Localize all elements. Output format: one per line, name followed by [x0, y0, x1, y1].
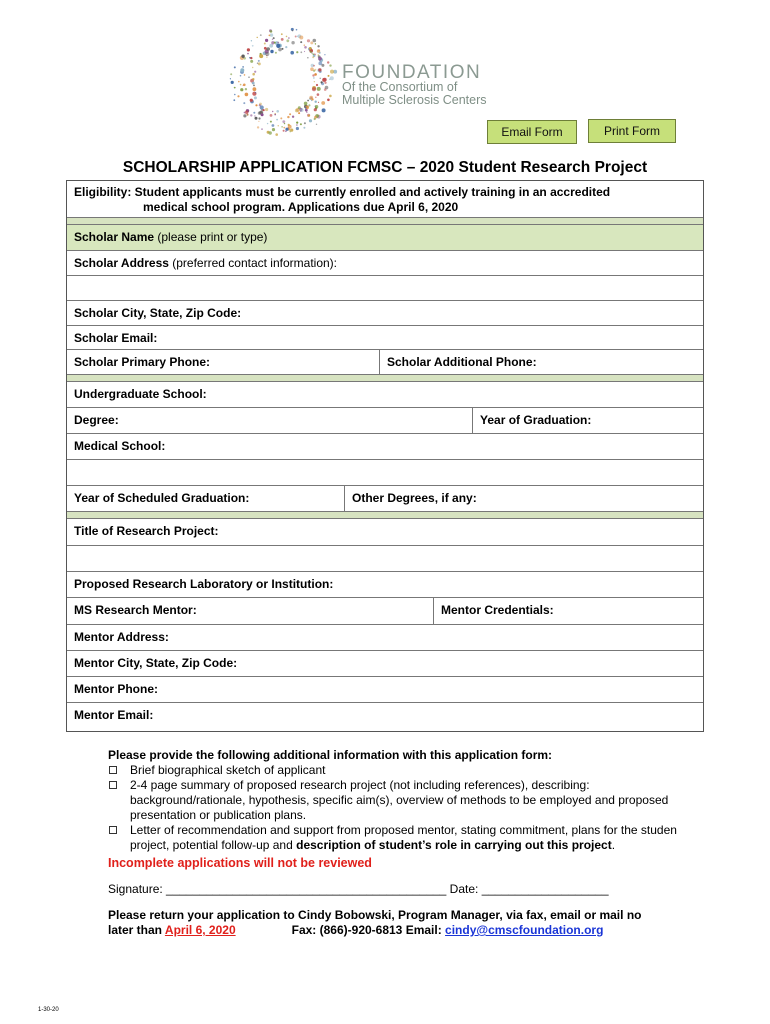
scholar-name-label: Scholar Name: [74, 230, 155, 244]
logo-dot: [272, 128, 275, 131]
logo-dot: [324, 88, 327, 91]
logo-dot: [285, 128, 288, 131]
logo-dot: [274, 114, 276, 116]
logo-dot: [290, 51, 294, 55]
logo-dot: [258, 112, 261, 115]
research-title-line-2[interactable]: [67, 546, 703, 572]
logo-dot: [304, 46, 307, 49]
logo-dot: [274, 42, 276, 44]
logo-dot: [315, 97, 317, 99]
scholar-address-label: Scholar Address: [74, 256, 169, 270]
logo-dot: [275, 52, 277, 54]
mentor-credentials-field[interactable]: [433, 598, 703, 624]
logo-dot: [282, 120, 285, 123]
logo-dot: [253, 87, 257, 91]
medical-school-line-2[interactable]: [67, 460, 703, 486]
section-divider: [67, 512, 703, 519]
other-degrees-field[interactable]: [344, 486, 703, 511]
logo-dot: [284, 123, 285, 124]
foundation-logo: [228, 26, 488, 138]
revision-date: 1-30-20: [38, 1007, 59, 1013]
requirement-item-3: [108, 823, 718, 853]
scholar-phone-field[interactable]: [67, 350, 379, 374]
logo-dot: [321, 64, 324, 67]
logo-dot: [304, 122, 306, 124]
mentor-email-field[interactable]: [67, 703, 703, 731]
logo-dot: [318, 102, 319, 103]
logo-dot: [261, 113, 264, 116]
due-date: April 6, 2020: [164, 923, 236, 937]
logo-dot: [250, 60, 253, 63]
logo-dot: [276, 44, 280, 48]
logo-dot: [231, 81, 234, 84]
logo-dot: [327, 99, 330, 102]
logo-dot: [234, 94, 236, 96]
logo-dot: [240, 75, 242, 77]
logo-dot: [240, 84, 242, 86]
logo-line-3: Multiple Sclerosis Centers: [342, 93, 487, 107]
logo-dot: [296, 124, 298, 126]
logo-dot: [254, 71, 256, 73]
degree-row: [67, 408, 703, 434]
logo-line-2: Of the Consortium of: [342, 80, 458, 94]
scholar-address-note: (preferred contact information):: [168, 256, 337, 270]
logo-dot: [243, 114, 246, 117]
logo-dot: [245, 93, 249, 97]
logo-dot: [240, 68, 244, 72]
logo-dot: [270, 50, 273, 53]
logo-dot: [252, 73, 255, 76]
logo-dot: [245, 111, 249, 115]
scholar-city-field[interactable]: [67, 301, 703, 326]
logo-dot: [291, 41, 294, 44]
logo-dot: [322, 108, 326, 112]
logo-dot: [330, 76, 334, 80]
logo-dot: [281, 38, 284, 41]
logo-dot: [316, 84, 318, 86]
logo-dot: [259, 54, 263, 58]
requirements-section: [108, 748, 718, 871]
logo-dot: [257, 126, 259, 128]
logo-dot: [300, 51, 302, 53]
logo-dot: [308, 115, 310, 117]
logo-dot: [277, 42, 279, 44]
logo-dot: [318, 68, 321, 71]
logo-dot: [269, 44, 273, 48]
logo-dot: [247, 48, 250, 51]
undergrad-school-label: Undergraduate School:: [74, 387, 207, 401]
logo-dot: [285, 131, 287, 133]
mentor-city-label: Mentor City, State, Zip Code:: [74, 656, 238, 670]
logo-text: [342, 62, 487, 107]
logo-dot: [286, 36, 288, 38]
logo-dot: [314, 69, 316, 71]
logo-dot: [307, 100, 309, 102]
logo-dot: [307, 39, 310, 42]
requirement-item-2: [108, 778, 718, 823]
dot-ring-logo-icon: [228, 26, 340, 138]
logo-dot: [295, 109, 299, 113]
requirements-heading: Please provide the following additional information with this application form:: [108, 748, 553, 762]
requirement-2-line-2: background/rationale, hypothesis, specific aim(s), overview of methods to be employed and proposed: [130, 793, 669, 807]
scholar-name-field[interactable]: [67, 225, 703, 251]
checkbox-icon: [109, 781, 117, 789]
logo-dot: [260, 105, 264, 109]
fax-label: Fax: (866)-920-6813 Email:: [291, 923, 446, 937]
eligibility-note: [67, 181, 703, 218]
logo-dot: [316, 124, 317, 125]
scholar-additional-phone-field[interactable]: [379, 350, 703, 374]
logo-dot: [270, 33, 273, 36]
requirement-3-line-2: project, potential follow-up and: [130, 838, 297, 852]
research-lab-label: Proposed Research Laboratory or Institution:: [74, 577, 334, 591]
requirement-item-1: [108, 763, 718, 778]
eligibility-line-1: Eligibility: Student applicants must be currently enrolled and actively training in an accredited: [74, 185, 611, 199]
year-scheduled-graduation-field[interactable]: [67, 486, 344, 511]
print-form-button[interactable]: Print Form: [588, 119, 676, 143]
logo-dot: [260, 34, 262, 36]
logo-dot: [313, 77, 314, 78]
logo-dot: [230, 78, 231, 79]
logo-dot: [266, 47, 270, 51]
logo-dot: [286, 39, 289, 42]
scholar-additional-phone-label: Scholar Additional Phone:: [387, 355, 537, 369]
degree-label: Degree:: [74, 413, 119, 427]
logo-dot: [324, 82, 326, 84]
logo-dot: [314, 73, 317, 76]
requirement-2-line-3: presentation or publication plans.: [130, 808, 307, 822]
logo-dot: [257, 63, 258, 64]
logo-dot: [317, 45, 319, 47]
logo-dot: [296, 51, 298, 53]
logo-dot: [241, 55, 244, 58]
research-lab-field[interactable]: [67, 572, 703, 598]
page-title: SCHOLARSHIP APPLICATION FCMSC – 2020 Student Research Project: [122, 159, 648, 176]
logo-dot: [249, 57, 251, 59]
logo-dot: [252, 78, 254, 80]
requirement-3-emphasis: description of student’s role in carrying out this project: [296, 838, 612, 852]
logo-dot: [253, 85, 255, 87]
logo-dot: [275, 133, 278, 136]
logo-dot: [254, 96, 257, 99]
logo-dot: [248, 76, 250, 78]
logo-dot: [281, 33, 283, 35]
logo-dot: [324, 54, 325, 55]
return-instructions: [108, 908, 641, 938]
logo-dot: [244, 112, 246, 114]
requirement-3-line-1: Letter of recommendation and support from proposed mentor, stating commitment, plans for the studen: [130, 823, 677, 837]
logo-dot: [296, 29, 298, 31]
signature-line[interactable]: Signature: __________________________________________ Date: ___________________: [108, 882, 609, 896]
logo-dot: [304, 51, 305, 52]
logo-dot: [257, 37, 258, 38]
logo-dot: [242, 66, 244, 68]
return-later-than: later than: [108, 923, 165, 937]
logo-dot: [272, 111, 273, 112]
logo-dot: [310, 51, 312, 53]
logo-dot: [258, 117, 260, 119]
logo-dot: [329, 95, 332, 98]
logo-dot: [255, 92, 256, 93]
logo-dot: [300, 41, 302, 43]
medical-school-label: Medical School:: [74, 439, 166, 453]
logo-dot: [313, 39, 317, 43]
logo-dot: [308, 104, 310, 106]
logo-dot: [288, 125, 292, 129]
logo-dot: [292, 30, 293, 31]
email-link[interactable]: cindy@cmscfoundation.org: [445, 923, 604, 937]
logo-dot: [311, 64, 314, 67]
logo-dot: [317, 49, 320, 52]
logo-dot: [247, 53, 249, 55]
logo-dot: [264, 47, 267, 50]
section-divider: [67, 218, 703, 225]
logo-dot: [317, 93, 320, 96]
logo-dot: [306, 111, 308, 113]
logo-dot: [267, 123, 268, 124]
scholar-phone-row: [67, 350, 703, 375]
scholar-city-label: Scholar City, State, Zip Code:: [74, 306, 242, 320]
logo-dot: [234, 66, 236, 68]
logo-dot: [252, 67, 253, 68]
scholar-address-line-2[interactable]: [67, 276, 703, 301]
other-degrees-label: Other Degrees, if any:: [352, 491, 477, 505]
logo-dot: [311, 100, 312, 101]
logo-dot: [296, 127, 299, 130]
requirement-1-text: Brief biographical sketch of applicant: [130, 763, 326, 777]
logo-dot: [233, 99, 235, 101]
checkbox-icon: [109, 826, 117, 834]
scholar-email-field[interactable]: [67, 326, 703, 350]
logo-dot: [289, 113, 291, 115]
logo-dot: [314, 108, 317, 111]
logo-dot: [310, 67, 314, 71]
logo-dot: [281, 126, 283, 128]
application-form-table: [66, 180, 704, 732]
logo-dot: [252, 45, 254, 47]
logo-dot: [265, 108, 268, 111]
scholar-name-note: (please print or type): [154, 230, 268, 244]
logo-dot: [309, 47, 312, 50]
logo-dot: [251, 40, 252, 41]
logo-dot: [307, 57, 308, 58]
logo-dot: [321, 81, 323, 83]
logo-dot: [252, 92, 256, 96]
logo-dot: [299, 36, 303, 40]
ms-mentor-label: MS Research Mentor:: [74, 603, 197, 617]
logo-dot: [245, 88, 247, 90]
logo-dot: [244, 74, 246, 76]
logo-dot: [314, 81, 315, 82]
logo-dot: [296, 122, 298, 124]
logo-dot: [288, 37, 290, 39]
logo-dot: [292, 116, 294, 118]
logo-dot: [312, 56, 314, 58]
logo-dot: [258, 121, 259, 122]
logo-dot: [255, 117, 258, 120]
mentor-address-field[interactable]: [67, 625, 703, 651]
undergrad-school-field[interactable]: [67, 382, 703, 408]
logo-dot: [278, 48, 282, 52]
logo-dot: [265, 39, 268, 42]
section-divider: [67, 375, 703, 382]
scholar-phone-label: Scholar Primary Phone:: [74, 355, 211, 369]
logo-dot: [305, 107, 307, 109]
logo-dot: [304, 102, 308, 106]
graduation-row: [67, 486, 703, 512]
logo-dot: [240, 88, 243, 91]
logo-dot: [238, 81, 240, 83]
requirement-2-line-1: 2-4 page summary of proposed research project (not including references), describing:: [130, 778, 590, 792]
logo-dot: [309, 96, 313, 100]
logo-dot: [269, 131, 272, 134]
logo-dot: [310, 41, 313, 44]
year-graduation-label: Year of Graduation:: [480, 413, 592, 427]
logo-dot: [276, 110, 279, 113]
logo-dot: [285, 46, 287, 48]
checkbox-icon: [109, 766, 117, 774]
logo-dot: [315, 43, 316, 44]
logo-dot: [280, 117, 282, 119]
year-scheduled-graduation-label: Year of Scheduled Graduation:: [74, 491, 250, 505]
logo-dot: [254, 115, 255, 116]
logo-dot: [237, 95, 239, 97]
logo-dot: [252, 82, 255, 85]
logo-dot: [322, 78, 326, 82]
logo-dot: [272, 39, 273, 40]
logo-dot: [258, 60, 260, 62]
logo-dot: [318, 57, 322, 61]
logo-dot: [305, 109, 308, 112]
logo-dot: [253, 112, 255, 114]
logo-dot: [312, 87, 316, 91]
logo-dot: [298, 112, 300, 114]
logo-dot: [320, 78, 321, 79]
logo-dot: [243, 102, 245, 104]
logo-dot: [243, 84, 246, 87]
logo-dot: [303, 127, 305, 129]
logo-line-1: FOUNDATION: [342, 62, 482, 83]
degree-field[interactable]: [67, 408, 472, 433]
logo-dot: [250, 114, 252, 116]
logo-dot: [255, 104, 257, 106]
logo-dot: [317, 87, 321, 91]
logo-dot: [258, 62, 261, 65]
mentor-city-field[interactable]: [67, 651, 703, 677]
logo-dot: [313, 54, 314, 55]
logo-dot: [300, 123, 302, 125]
research-title-field[interactable]: [67, 519, 703, 546]
logo-dot: [314, 118, 316, 120]
logo-dot: [330, 70, 334, 74]
eligibility-line-2: medical school program. Applications due April 6, 2020: [143, 200, 459, 214]
logo-dot: [276, 119, 278, 121]
logo-dot: [273, 37, 275, 39]
logo-dot: [321, 101, 325, 105]
mentor-phone-label: Mentor Phone:: [74, 682, 158, 696]
scholar-email-label: Scholar Email:: [74, 331, 158, 345]
logo-dot: [247, 114, 249, 116]
logo-dot: [265, 52, 269, 56]
logo-dot: [270, 114, 273, 117]
mentor-address-label: Mentor Address:: [74, 630, 169, 644]
scholar-address-field[interactable]: [67, 251, 703, 276]
logo-dot: [261, 128, 263, 130]
ms-mentor-field[interactable]: [67, 598, 433, 624]
logo-dot: [283, 130, 285, 132]
medical-school-field[interactable]: [67, 434, 703, 460]
logo-dot: [328, 75, 330, 77]
year-graduation-field[interactable]: [472, 408, 703, 433]
logo-dot: [272, 124, 275, 127]
logo-dot: [270, 30, 273, 33]
logo-dot: [295, 36, 297, 38]
logo-dot: [315, 105, 318, 108]
logo-dot: [269, 35, 271, 37]
logo-dot: [300, 108, 304, 112]
logo-dot: [250, 99, 253, 102]
logo-dot: [309, 119, 312, 122]
email-form-button[interactable]: Email Form: [487, 120, 577, 144]
logo-dot: [315, 101, 317, 103]
requirement-3-end: .: [611, 838, 616, 852]
mentor-phone-field[interactable]: [67, 677, 703, 703]
mentor-email-label: Mentor Email:: [74, 708, 154, 722]
logo-dot: [283, 127, 285, 129]
logo-dot: [278, 125, 279, 126]
logo-dot: [230, 73, 232, 75]
incomplete-warning: Incomplete applications will not be reviewed: [108, 856, 372, 870]
logo-dot: [304, 44, 306, 46]
logo-dot: [290, 129, 293, 132]
research-title-label: Title of Research Project:: [74, 524, 219, 538]
logo-dot: [234, 87, 236, 89]
logo-dot: [327, 61, 329, 63]
logo-dot: [287, 116, 289, 118]
logo-dot: [266, 57, 267, 58]
logo-dot: [264, 43, 266, 45]
logo-dot: [263, 109, 265, 111]
logo-dot: [329, 64, 331, 66]
mentor-row: [67, 598, 703, 625]
logo-dot: [297, 36, 298, 37]
return-line-1: Please return your application to Cindy Bobowski, Program Manager, via fax, email or mail no: [108, 908, 642, 922]
mentor-credentials-label: Mentor Credentials:: [441, 603, 554, 617]
logo-dot: [270, 121, 272, 123]
